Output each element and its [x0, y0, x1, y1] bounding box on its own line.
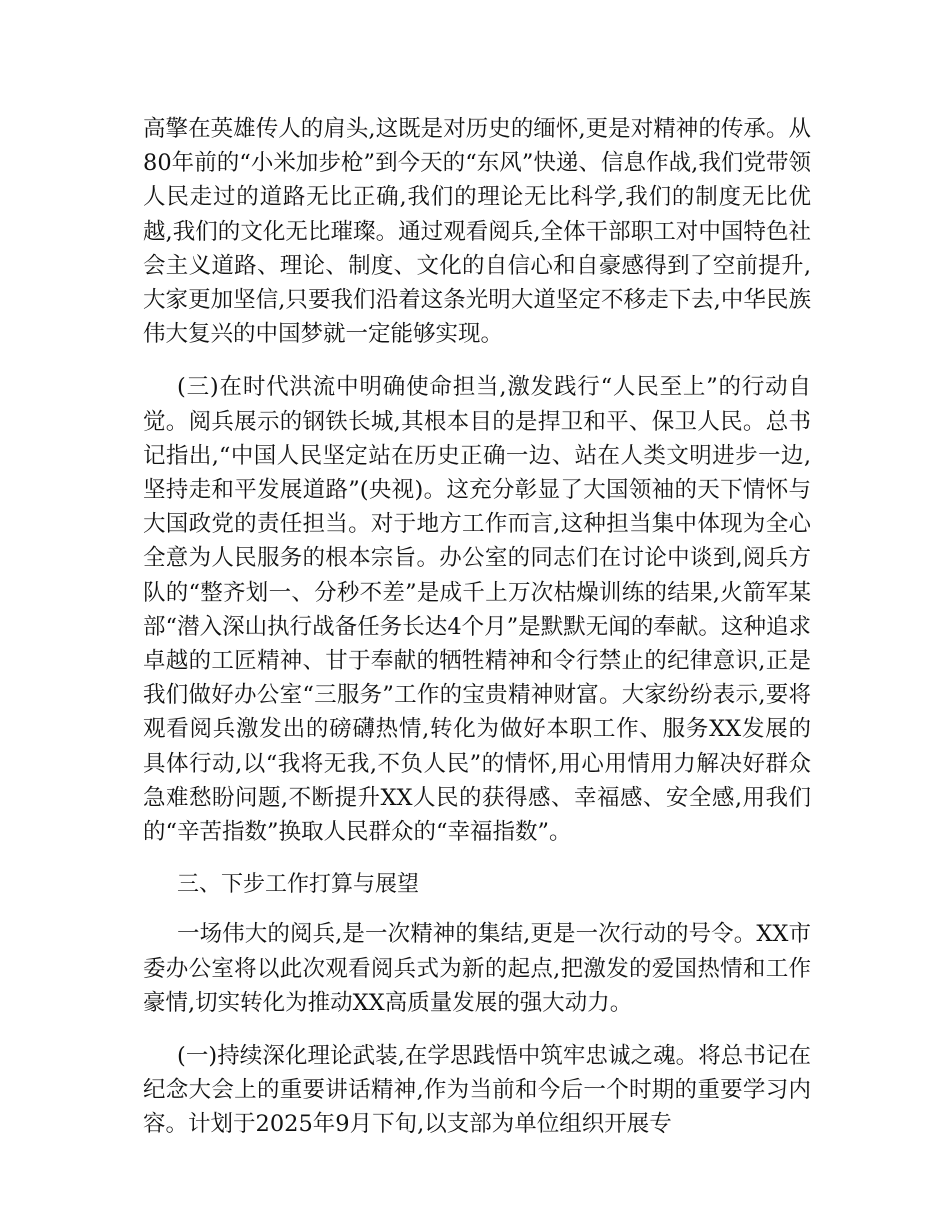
paragraph-item-one: (一)持续深化理论武装,在学思践悟中筑牢忠诚之魂。将总书记在纪念大会上的重要讲话精神,作为当前和今后一个时期的重要学习内容。计划于2025年9月下旬,以支部为单位组织开展专: [143, 1043, 811, 1138]
paragraph-section-three: (三)在时代洪流中明确使命担当,激发践行“人民至上”的行动自觉。阅兵展示的钢铁长城,其根本目的是捍卫和平、保卫人民。总书记指出,“中国人民坚定站在历史正确一边、站在人类文明进步一边,坚持走和平发展道路”(央视)。这充分彰显了大国领袖的天下情怀与大国政党的责任担当。对于地方工作而言,这种担当集中体现为全心全意为人民服务的根本宗旨。办公室的同志们在讨论中谈到,阅兵方队的“整齐划一、分秒不差”是成千上万次枯燥训练的结果,火箭军某部“潜入深山执行战备任务长达4个月”是默默无闻的奉献。这种追求卓越的工匠精神、甘于奉献的牺牲精神和令行禁止的纪律意识,正是我们做好办公室“三服务”工作的宝贵精神财富。大家纷纷表示,要将观看阅兵激发出的磅礴热情,转化为做好本职工作、服务XX发展的具体行动,以“我将无我,不负人民”的情怀,用心用情用力解决好群众急难愁盼问题,不断提升XX人民的获得感、幸福感、安全感,用我们的“辛苦指数”换取人民群众的“幸福指数”。: [143, 374, 811, 846]
section-heading: 三、下步工作打算与展望: [177, 872, 420, 898]
paragraph-continuation: 高擎在英雄传人的肩头,这既是对历史的缅怀,更是对精神的传承。从80年前的“小米加步枪”到今天的“东风”快递、信息作战,我们党带领人民走过的道路无比正确,我们的理论无比科学,我们的制度无比优越,我们的文化无比璀璨。通过观看阅兵,全体干部职工对中国特色社会主义道路、理论、制度、文化的自信心和自豪感得到了空前提升,大家更加坚信,只要我们沿着这条光明大道坚定不移走下去,中华民族伟大复兴的中国梦就一定能够实现。: [143, 116, 811, 348]
document-body: [143, 112, 811, 1161]
paragraph-outlook-intro: 一场伟大的阅兵,是一次精神的集结,更是一次行动的号令。XX市委办公室将以此次观看阅兵式为新的起点,把激发的爱国热情和工作豪情,切实转化为推动XX高质量发展的强大动力。: [143, 921, 811, 1016]
